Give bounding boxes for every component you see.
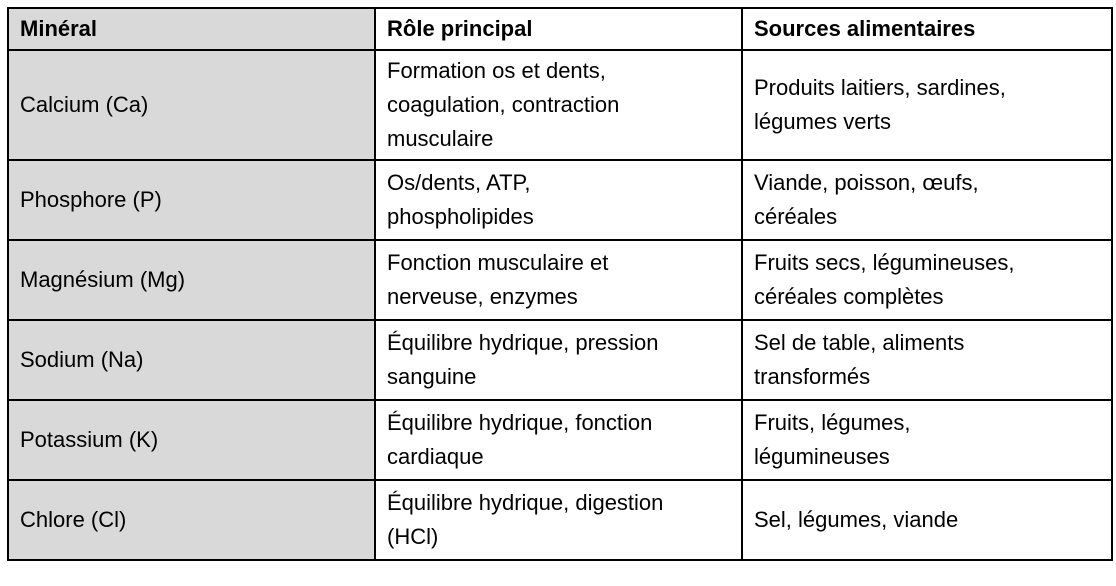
cell-mineral: Magnésium (Mg): [8, 240, 375, 320]
table-row: [8, 480, 1112, 560]
cell-role: Équilibre hydrique, fonction cardiaque: [375, 400, 742, 480]
cell-mineral: Sodium (Na): [8, 320, 375, 400]
cell-mineral: Chlore (Cl): [8, 480, 375, 560]
header-sources: Sources alimentaires: [742, 8, 1112, 50]
cell-role: Fonction musculaire et nerveuse, enzymes: [375, 240, 742, 320]
minerals-table: [7, 7, 1113, 561]
cell-sources: Viande, poisson, œufs, céréales: [742, 160, 1112, 240]
table-header: [8, 8, 1112, 50]
cell-role: Formation os et dents, coagulation, contraction musculaire: [375, 50, 742, 160]
cell-mineral: Calcium (Ca): [8, 50, 375, 160]
table-row: [8, 400, 1112, 480]
header-role: Rôle principal: [375, 8, 742, 50]
cell-sources: Fruits, légumes, légumineuses: [742, 400, 1112, 480]
table-row: [8, 320, 1112, 400]
cell-mineral: Potassium (K): [8, 400, 375, 480]
table-row: [8, 160, 1112, 240]
cell-role: Équilibre hydrique, digestion (HCl): [375, 480, 742, 560]
header-row: [8, 8, 1112, 50]
table-row: [8, 50, 1112, 160]
cell-sources: Produits laitiers, sardines, légumes verts: [742, 50, 1112, 160]
cell-sources: Sel, légumes, viande: [742, 480, 1112, 560]
cell-mineral: Phosphore (P): [8, 160, 375, 240]
cell-sources: Sel de table, aliments transformés: [742, 320, 1112, 400]
cell-role: Os/dents, ATP, phospholipides: [375, 160, 742, 240]
table-row: [8, 240, 1112, 320]
header-mineral: Minéral: [8, 8, 375, 50]
cell-sources: Fruits secs, légumineuses, céréales complètes: [742, 240, 1112, 320]
cell-role: Équilibre hydrique, pression sanguine: [375, 320, 742, 400]
table-body: [8, 50, 1112, 560]
